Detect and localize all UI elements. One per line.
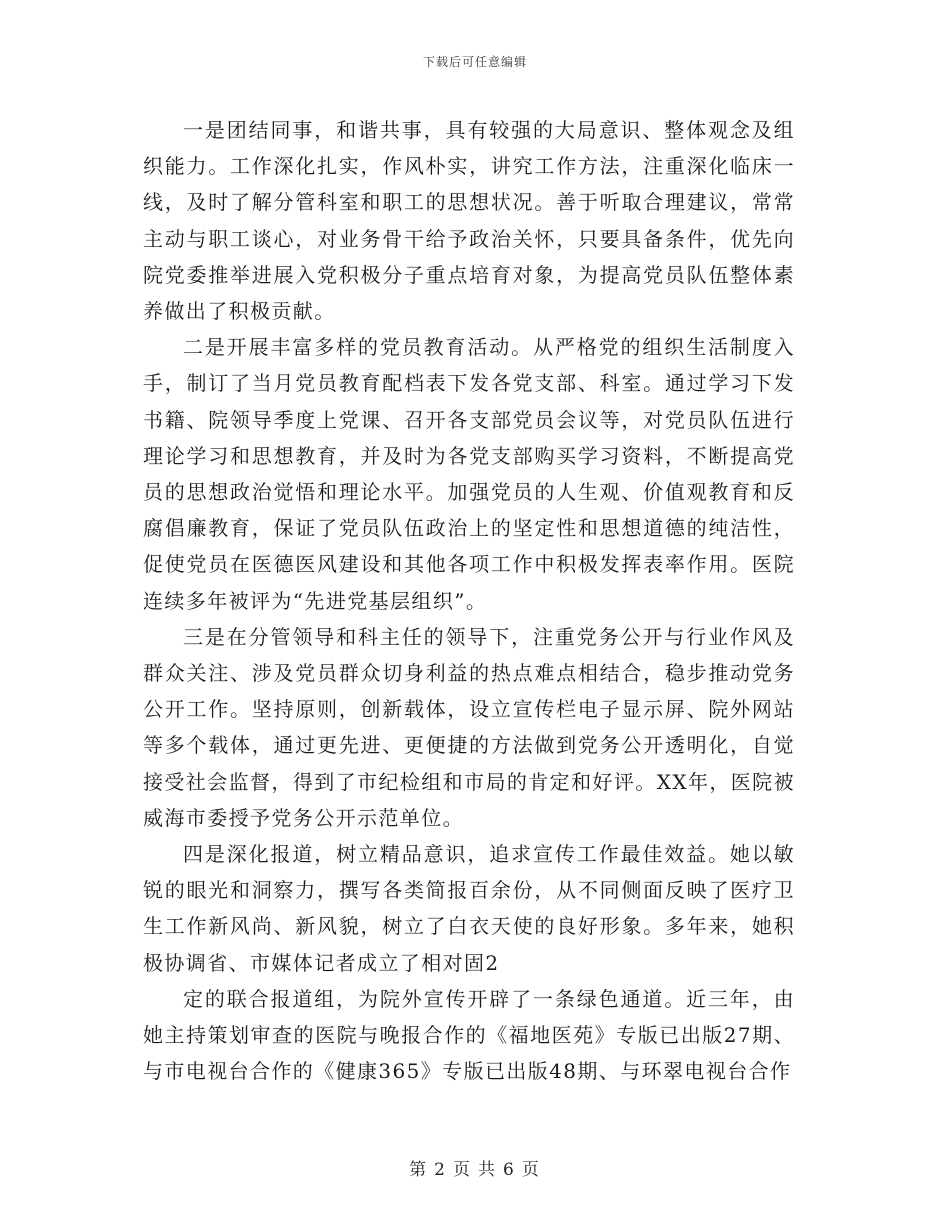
document-body	[143, 112, 795, 1089]
footer-suffix: 页	[521, 1160, 541, 1180]
page-footer	[0, 1155, 950, 1180]
footer-prefix: 第	[409, 1160, 429, 1180]
total-pages-number: 6	[503, 1160, 516, 1180]
paragraph-1: 一是团结同事，和谐共事，具有较强的大局意识、整体观念及组织能力。工作深化扎实，作风朴实，讲究工作方法，注重深化临床一线，及时了解分管科室和职工的思想状况。善于听取合理建议，常常主动与职工谈心，对业务骨干给予政治关怀，只要具备条件，优先向院党委推举进展入党积极分子重点培育对象，为提高党员队伍整体素养做出了积极贡献。	[143, 118, 795, 324]
current-page-number: 2	[434, 1160, 447, 1180]
header-note: 下载后可任意编辑	[422, 55, 527, 69]
footer-total-word: 共	[478, 1160, 497, 1180]
paragraph-4: 四是深化报道，树立精品意识，追求宣传工作最佳效益。她以敏锐的眼光和洞察力，撰写各类简报百余份，从不同侧面反映了医疗卫生工作新风尚、新风貌，树立了白衣天使的良好形象。多年来，她积极协调省、市媒体记者成立了相对固2	[143, 842, 795, 975]
paragraph-5: 定的联合报道组，为院外宣传开辟了一条绿色通道。近三年，由她主持策划审查的医院与晚报合作的《福地医苑》专版已出版27期、与市电视台合作的《健康365》专版已出版48期、与环翠电视台合作	[143, 986, 795, 1084]
paragraph-3: 三是在分管领导和科主任的领导下，注重党务公开与行业作风及群众关注、涉及党员群众切身利益的热点难点相结合，稳步推动党务公开工作。坚持原则，创新载体，设立宣传栏电子显示屏、院外网站等多个载体，通过更先进、更便捷的方法做到党务公开透明化，自觉接受社会监督，得到了市纪检组和市局的肯定和好评。XX年，医院被威海市委授予党务公开示范单位。	[143, 624, 795, 830]
footer-page-word: 页	[453, 1160, 472, 1180]
paragraph-2: 二是开展丰富多样的党员教育活动。从严格党的组织生活制度入手，制订了当月党员教育配档表下发各党支部、科室。通过学习下发书籍、院领导季度上党课、召开各支部党员会议等，对党员队伍进行理论学习和思想教育，并及时为各党支部购买学习资料，不断提高党员的思想政治觉悟和理论水平。加强党员的人生观、价值观教育和反腐倡廉教育，保证了党员队伍政治上的坚定性和思想道德的纯洁性，促使党员在医德医风建设和其他各项工作中积极发挥表率作用。医院连续多年被评为“先进党基层组织”。	[143, 335, 795, 613]
